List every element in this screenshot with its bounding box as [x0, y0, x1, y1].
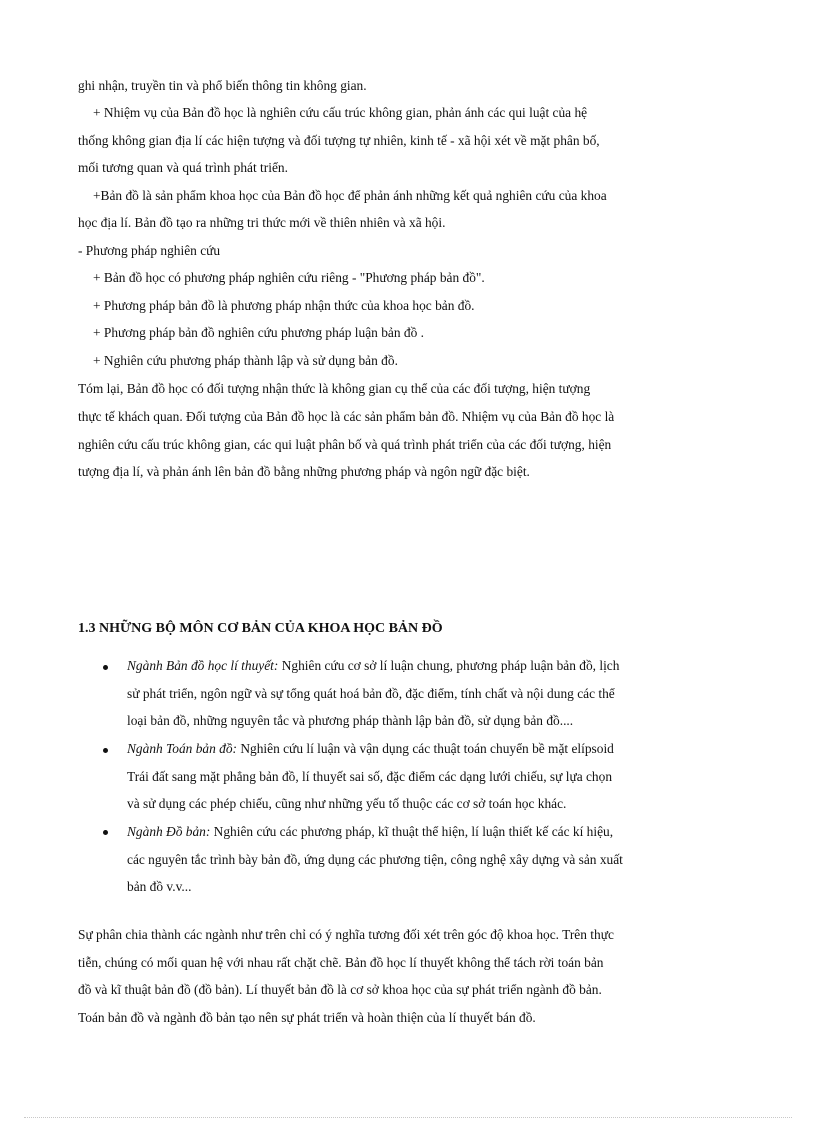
summary-line: thực tế khách quan. Đối tượng của Bản đồ học là các sản phẩm bản đồ. Nhiệm vụ của Bản đồ học là	[78, 409, 615, 424]
closing-line: Toán bản đồ và ngành đồ bản tạo nên sự phát triển và hoàn thiện của lí thuyết bán đồ.	[78, 1010, 536, 1025]
text-line: mối tương quan và quá trình phát triển.	[78, 160, 288, 175]
text-line: + Phương pháp bản đồ là phương pháp nhận thức của khoa học bản đồ.	[93, 298, 475, 313]
text-line: + Nhiệm vụ của Bản đồ học là nghiên cứu cấu trúc không gian, phản ánh các qui luật của hệ	[93, 105, 588, 120]
bullet-term: Ngành Bản đồ học lí thuyết:	[127, 658, 279, 673]
bullet-line	[127, 740, 614, 758]
text-line: học địa lí. Bản đồ tạo ra những tri thức mới về thiên nhiên và xã hội.	[78, 215, 446, 230]
text-line: + Phương pháp bản đồ nghiên cứu phương pháp luận bản đồ .	[93, 325, 424, 340]
text-line: - Phương pháp nghiên cứu	[78, 243, 221, 258]
summary-line: tượng địa lí, và phản ánh lên bản đồ bằng những phương pháp và ngôn ngữ đặc biệt.	[78, 464, 530, 479]
bullet-term: Ngành Đồ bản:	[127, 824, 211, 839]
closing-line: đồ và kĩ thuật bản đồ (đồ bản). Lí thuyết bản đồ là cơ sở khoa học của sự phát triển ngành đồ bản.	[78, 982, 602, 997]
text-line: +Bản đồ là sản phẩm khoa học của Bản đồ học để phản ánh những kết quả nghiên cứu của khoa	[93, 188, 607, 203]
bullet-line	[127, 823, 613, 841]
bullet-line: loại bản đồ, những nguyên tắc và phương pháp thành lập bản đồ, sử dụng bản đồ....	[127, 713, 574, 728]
closing-line: Sự phân chia thành các ngành như trên chỉ có ý nghĩa tương đối xét trên góc độ khoa học. Trên thực	[78, 927, 614, 942]
bullet-text: Nghiên cứu các phương pháp, kĩ thuật thể hiện, lí luận thiết kế các kí hiệu,	[210, 824, 614, 839]
summary-line: nghiên cứu cấu trúc không gian, các qui luật phân bố và quá trình phát triển của các đối tượng, hiện	[78, 437, 612, 452]
bullet-line: Trái đất sang mặt phẳng bản đồ, lí thuyết sai số, đặc điểm các dạng lưới chiếu, sự lựa chọn	[127, 769, 613, 784]
text-line: + Bản đồ học có phương pháp nghiên cứu riêng - "Phương pháp bản đồ".	[93, 270, 485, 285]
section-heading: 1.3 NHỮNG BỘ MÔN CƠ BẢN CỦA KHOA HỌC BẢN ĐỒ	[78, 621, 443, 636]
bullet-icon	[103, 830, 108, 835]
bullet-line	[127, 657, 619, 675]
bullet-line: bản đồ v.v...	[127, 879, 192, 894]
summary-line: Tóm lại, Bản đồ học có đối tượng nhận thức là không gian cụ thể của các đối tượng, hiện tượng	[78, 381, 591, 396]
text-line: ghi nhận, truyền tin và phổ biến thông tin không gian.	[78, 78, 367, 93]
bullet-text: Nghiên cứu lí luận và vận dụng các thuật toán chuyển bề mặt elípsoid	[237, 741, 614, 756]
closing-line: tiễn, chúng có mối quan hệ với nhau rất chặt chẽ. Bản đồ học lí thuyết không thể tách rời toán bản	[78, 955, 604, 970]
page-bottom-rule	[24, 1117, 792, 1118]
text-line: thống không gian địa lí các hiện tượng và đối tượng tự nhiên, kinh tế - xã hội xét về mặt phân bố,	[78, 133, 600, 148]
bullet-line: và sử dụng các phép chiếu, cũng như những yếu tố thuộc các cơ sở toán học khác.	[127, 796, 567, 811]
bullet-text: Nghiên cứu cơ sở lí luận chung, phương pháp luận bản đồ, lịch	[278, 658, 620, 673]
bullet-term: Ngành Toán bản đồ:	[127, 741, 237, 756]
bullet-line: sử phát triển, ngôn ngữ và sự tổng quát hoá bản đồ, đặc điểm, tính chất và nội dung các thể	[127, 686, 615, 701]
bullet-line: các nguyên tắc trình bày bản đồ, ứng dụng các phương tiện, công nghệ xây dựng và sản xuất	[127, 852, 623, 867]
bullet-icon	[103, 748, 108, 753]
text-line: + Nghiên cứu phương pháp thành lập và sử dụng bản đồ.	[93, 353, 398, 368]
bullet-icon	[103, 665, 108, 670]
